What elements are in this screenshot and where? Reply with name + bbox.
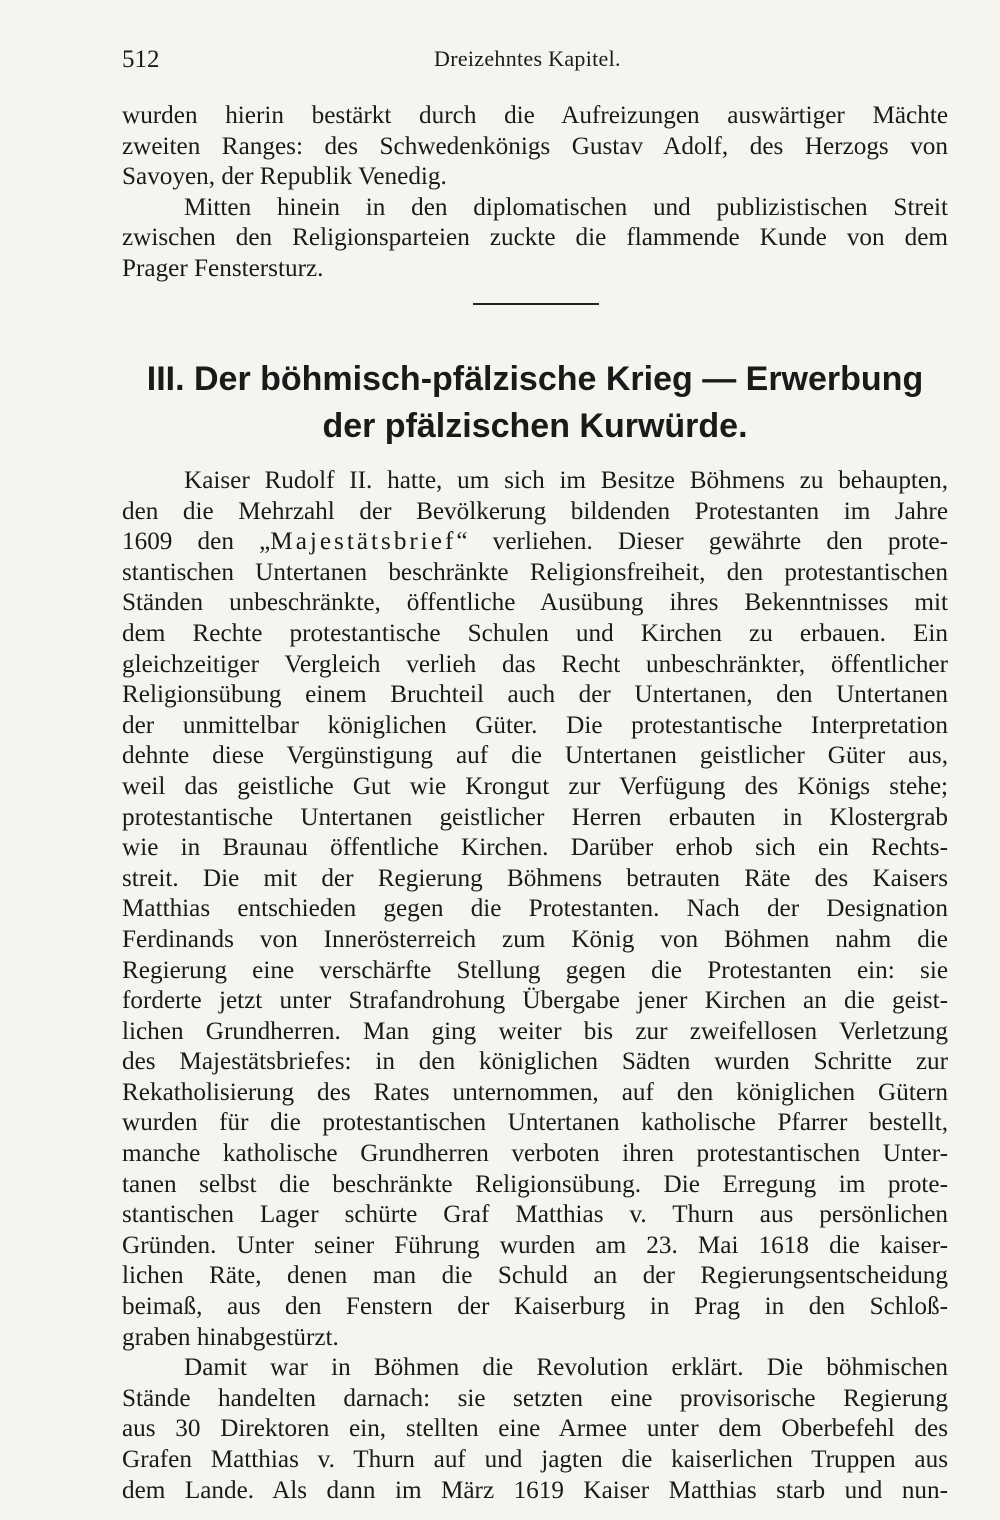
text-line: Kaiser Rudolf II. hatte, um sich im Besitze Böhmens zu behaupten, — [184, 467, 948, 494]
text-line: streit. Die mit der Regierung Böhmens betrauten Räte des Kaisers — [122, 864, 948, 892]
text-line: beimaß, aus den Fenstern der Kaiserburg in Prag in den Schloß- — [122, 1293, 948, 1321]
text-line: graben hinabgestürzt. — [122, 1323, 339, 1351]
text-line: Rekatholisierung des Rates unternommen, auf den königlichen Gütern — [122, 1078, 948, 1106]
spaced-emphasis: Majestätsbrief — [270, 528, 457, 556]
text-line: 1609 den „Majestätsbrief“ verliehen. Dieser gewährte den prote- — [122, 528, 949, 556]
section-heading-line: III. Der böhmisch-pfälzische Krieg — Erwerbung — [146, 360, 924, 398]
page-number: 512 — [122, 46, 160, 73]
text-line: stantischen Untertanen beschränkte Religionsfreiheit, den protestantischen — [122, 558, 948, 586]
text-line: Mitten hinein in den diplomatischen und publizistischen Streit — [184, 193, 948, 221]
text-line: Religionsübung einem Bruchteil auch der Untertanen, den Untertanen — [122, 681, 948, 709]
main-paragraphs — [122, 466, 948, 1506]
text-line: dem Lande. Als dann im März 1619 Kaiser Matthias starb und nun- — [122, 1476, 948, 1504]
page-header — [122, 46, 948, 80]
text-line: Grafen Matthias v. Thurn auf und jagten die kaiserlichen Truppen aus — [122, 1446, 948, 1473]
text-line: zwischen den Religionsparteien zuckte die flammende Kunde von dem — [122, 224, 948, 252]
text-line: stantischen Lager schürte Graf Matthias v. Thurn aus persönlichen — [122, 1201, 948, 1229]
text-line: manche katholische Grundherren verboten ihren protestantischen Unter- — [122, 1140, 948, 1168]
text-line: Stände handelten darnach: sie setzten eine provisorische Regierung — [122, 1384, 948, 1412]
section-divider — [473, 303, 599, 305]
text-line: aus 30 Direktoren ein, stellten eine Armee unter dem Oberbefehl des — [122, 1415, 948, 1443]
text-line: wurden hierin bestärkt durch die Aufreizungen auswärtiger Mächte — [122, 102, 948, 129]
text-line: weil das geistliche Gut wie Krongut zur Verfügung des Königs stehe; — [122, 772, 948, 800]
text-line: Ferdinands von Innerösterreich zum König von Böhmen nahm die — [122, 925, 948, 953]
text-line: Regierung eine verschärfte Stellung gegen die Protestanten ein: sie — [122, 956, 948, 984]
text-line: Gründen. Unter seiner Führung wurden am 23. Mai 1618 die kaiser- — [122, 1231, 948, 1259]
text-line: wie in Braunau öffentliche Kirchen. Darüber erhob sich ein Rechts- — [122, 834, 948, 862]
top-paragraphs — [122, 101, 948, 285]
text-line: Damit war in Böhmen die Revolution erklärt. Die böhmischen — [184, 1354, 948, 1382]
text-line: Savoyen, der Republik Venedig. — [122, 163, 447, 191]
section-heading — [122, 356, 948, 450]
text-line: wurden für die protestantischen Untertanen katholische Pfarrer bestellt, — [122, 1109, 948, 1137]
text-line: dehnte diese Vergünstigung auf die Untertanen geistlicher Güter aus, — [122, 742, 948, 770]
text-line: des Majestätsbriefes: in den königlichen Sädten wurden Schritte zur — [122, 1048, 948, 1076]
text-line: Prager Fenstersturz. — [122, 254, 324, 282]
text-line: forderte jetzt unter Strafandrohung Übergabe jener Kirchen an die geist- — [122, 987, 948, 1015]
text-line: den die Mehrzahl der Bevölkerung bildenden Protestanten im Jahre — [122, 497, 948, 525]
text-line: der unmittelbar königlichen Güter. Die protestantische Interpretation — [122, 711, 948, 739]
text-line: zweiten Ranges: des Schwedenkönigs Gustav Adolf, des Herzogs von — [122, 132, 948, 160]
section-heading-line: der pfälzischen Kurwürde. — [322, 407, 748, 445]
text-line: gleichzeitiger Vergleich verlieh das Recht unbeschränkter, öffentlicher — [122, 650, 948, 678]
text-line: dem Rechte protestantische Schulen und Kirchen zu erbauen. Ein — [122, 619, 948, 647]
text-line: Ständen unbeschränkte, öffentliche Ausübung ihres Bekenntnisses mit — [122, 589, 948, 617]
text-line: protestantische Untertanen geistlicher Herren erbauten in Klostergrab — [122, 803, 948, 831]
running-title: Dreizehntes Kapitel. — [434, 46, 621, 71]
text-line: lichen Räte, denen man die Schuld an der Regierungsentscheidung — [122, 1262, 948, 1290]
text-line: lichen Grundherren. Man ging weiter bis zur zweifellosen Verletzung — [122, 1017, 948, 1045]
text-line: Matthias entschieden gegen die Protestanten. Nach der Designation — [122, 895, 948, 923]
text-line: tanen selbst die beschränkte Religionsübung. Die Erregung im prote- — [122, 1170, 948, 1198]
